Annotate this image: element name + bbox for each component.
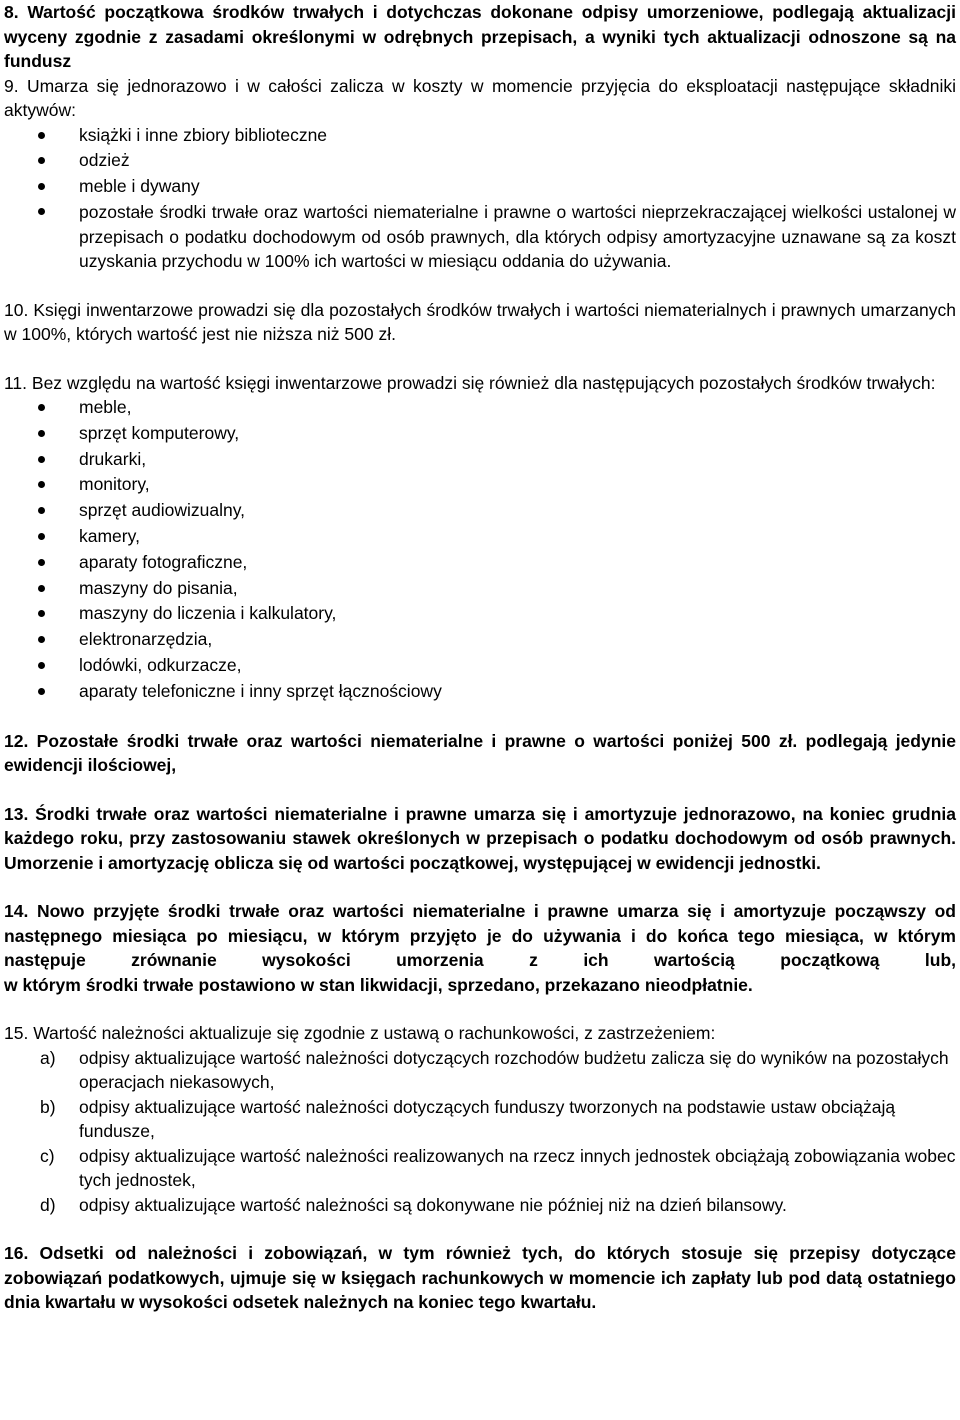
item-label: b) [40, 1096, 56, 1117]
bullet-icon [38, 559, 45, 566]
list-item: lodówki, odkurzacze, [4, 653, 956, 679]
section-14 [4, 899, 956, 997]
bullet-icon [38, 533, 45, 540]
bullet-icon [38, 636, 45, 643]
list-item: elektronarzędzia, [4, 627, 956, 653]
list-item: pozostałe środki trwałe oraz wartości niematerialne i prawne o wartości nieprzekraczającej wielkości ustalonej w przepisach o podatku dochodowym od osób prawnych, dla których odpisy amortyzacyjne uznawane są za koszt uzyskania przychodu w 100% ich wartości w miesiącu oddania do używania. [4, 199, 956, 274]
item-label: d) [40, 1194, 56, 1215]
bullet-icon [38, 208, 45, 215]
list-item: monitory, [4, 472, 956, 498]
bullet-icon [38, 430, 45, 437]
bullet-icon [38, 481, 45, 488]
section-15-list [4, 1046, 956, 1218]
section-11-intro: 11. Bez względu na wartość księgi inwentarzowe prowadzi się również dla następujących pozostałych środków trwałych: [4, 372, 936, 393]
section-13: 13. Środki trwałe oraz wartości niematerialne i prawne umarza się i amortyzuje jednorazowo, na koniec grudnia każdego roku, przy zastosowaniu stawek określonych w przepisach o podatku dochodowym od osób prawnych. Umorzenie i amortyzację oblicza się od wartości początkowej, występującej w ewidencji jednostki. [4, 803, 956, 873]
section-16: 16. Odsetki od należności i zobowiązań, w tym również tych, do których stosuje się przepisy dotyczące zobowiązań podatkowych, ujmuje się w księgach rachunkowych w momencie ich zapłaty lub pod datą ostatniego dnia kwartału w wysokości odsetek należnych na koniec tego kwartału. [4, 1243, 956, 1313]
list-item: aparaty fotograficzne, [4, 550, 956, 576]
section-14-main: 14. Nowo przyjęte środki trwałe oraz wartości niematerialne i prawne umarza się i amortyzuje począwszy od następnego miesiąca po miesiącu, w którym przyjęto je do używania i do końca tego miesiąca, w którym następuje zrównanie wysokości umorzenia z ich wartością początkową lub, [4, 901, 956, 971]
section-12: 12. Pozostałe środki trwałe oraz wartości niematerialne i prawne o wartości poniżej 500 zł. podlegają jedynie ewidencji ilościowej, [4, 730, 956, 776]
bullet-icon [38, 507, 45, 514]
bullet-icon [38, 610, 45, 617]
bullet-icon [38, 456, 45, 463]
bullet-icon [38, 404, 45, 411]
bullet-icon [38, 132, 45, 139]
section-14-tail: w którym środki trwałe postawiono w stan likwidacji, sprzedano, przekazano nieodpłatnie. [4, 974, 753, 995]
section-9-list [4, 123, 956, 274]
bullet-icon [38, 183, 45, 190]
item-label: c) [40, 1145, 55, 1166]
list-item: książki i inne zbiory biblioteczne [4, 123, 956, 149]
list-item: maszyny do pisania, [4, 576, 956, 602]
list-item: sprzęt komputerowy, [4, 421, 956, 447]
section-11-list [4, 395, 956, 705]
list-item: maszyny do liczenia i kalkulatory, [4, 601, 956, 627]
list-item: a) odpisy aktualizujące wartość należności dotyczących rozchodów budżetu zalicza się do wyników na pozostałych operacjach niekasowych, [40, 1047, 949, 1093]
list-item: b) odpisy aktualizujące wartość należności dotyczących funduszy tworzonych na podstawie ustaw obciążają fundusze, [40, 1096, 896, 1142]
list-item: meble i dywany [4, 174, 956, 200]
item-label: a) [40, 1047, 56, 1068]
section-10: 10. Księgi inwentarzowe prowadzi się dla pozostałych środków trwałych i wartości niematerialnych i prawnych umarzanych w 100%, których wartość jest nie niższa niż 500 zł. [4, 299, 956, 344]
section-9-intro: 9. Umarza się jednorazowo i w całości zalicza w koszty w momencie przyjęcia do eksploatacji następujące składniki aktywów: [4, 75, 956, 120]
list-item: sprzęt audiowizualny, [4, 498, 956, 524]
bullet-icon [38, 585, 45, 592]
bullet-icon [38, 662, 45, 669]
bullet-icon [38, 688, 45, 695]
list-item: d) odpisy aktualizujące wartość należności są dokonywane nie później niż na dzień bilansowy. [4, 1193, 956, 1218]
bullet-icon [38, 157, 45, 164]
list-item: aparaty telefoniczne i inny sprzęt łącznościowy [4, 679, 956, 705]
list-item: kamery, [4, 524, 956, 550]
list-item: c) odpisy aktualizujące wartość należności realizowanych na rzecz innych jednostek obciążają zobowiązania wobec tych jednostek, [40, 1145, 956, 1191]
list-item: drukarki, [4, 447, 956, 473]
list-item: meble, [4, 395, 956, 421]
section-15-intro: 15. Wartość należności aktualizuje się zgodnie z ustawą o rachunkowości, z zastrzeżeniem: [4, 1023, 716, 1044]
list-item: odzież [4, 148, 956, 174]
section-8: 8. Wartość początkowa środków trwałych i dotychczas dokonane odpisy umorzeniowe, podlegają aktualizacji wyceny zgodnie z zasadami określonymi w odrębnych przepisach, a wyniki tych aktualizacji odnoszone są na fundusz [4, 2, 956, 71]
